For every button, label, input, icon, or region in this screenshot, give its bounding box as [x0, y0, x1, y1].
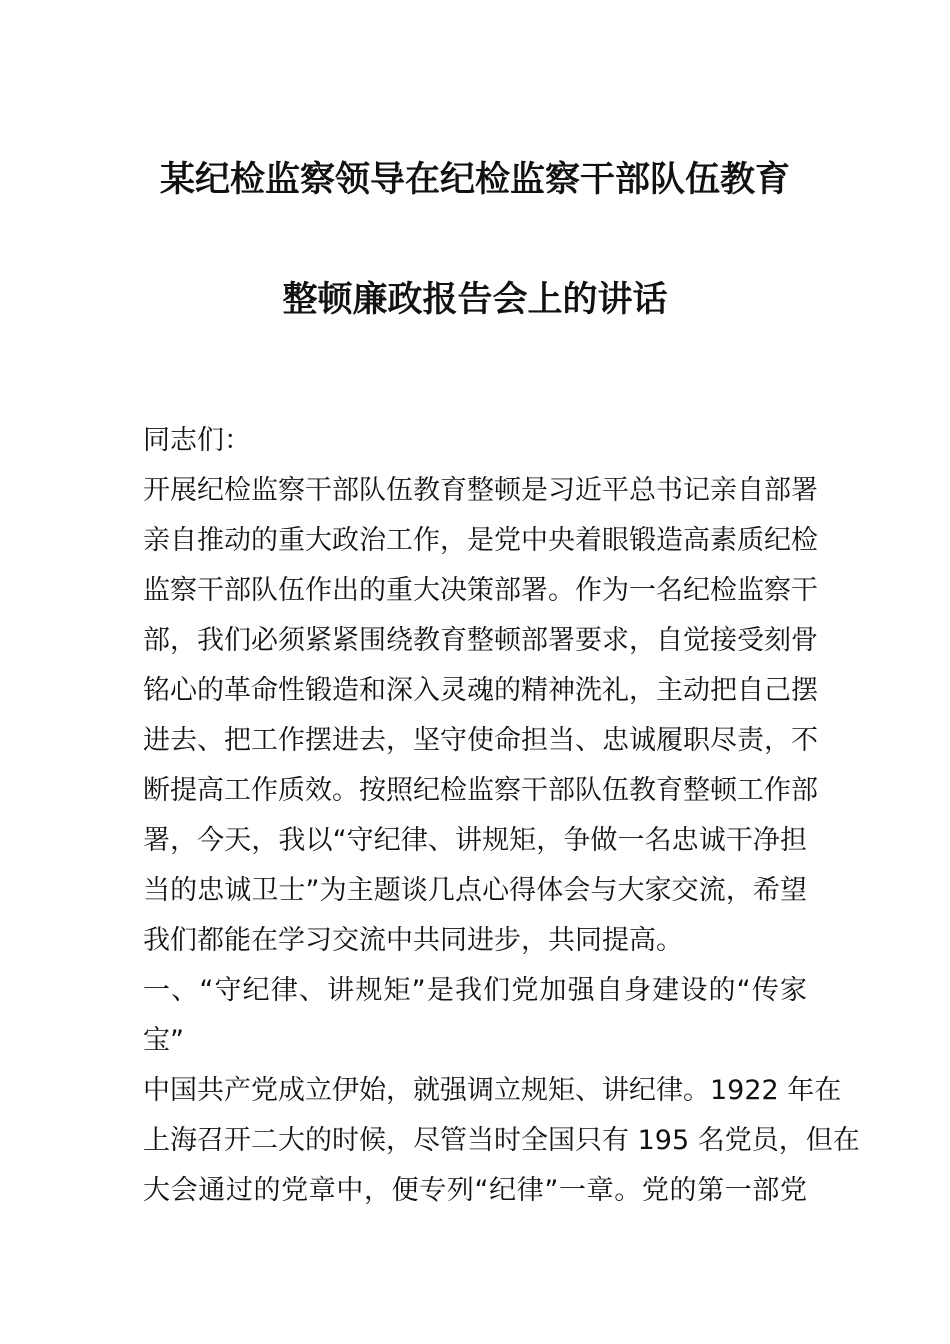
document-title-line-2: 整顿廉政报告会上的讲话 — [282, 280, 668, 320]
body-line: 我们都能在学习交流中共同进步，共同提高。 — [143, 925, 683, 956]
body-line: 铭心的革命性锻造和深入灵魂的精神洗礼，主动把自己摆 — [143, 675, 818, 706]
body-line: 署，今天，我以“守纪律、讲规矩，争做一名忠诚干净担 — [143, 825, 807, 856]
body-line: 亲自推动的重大政治工作，是党中央着眼锻造高素质纪检 — [143, 525, 818, 556]
body-line: 进去、把工作摆进去，坚守使命担当、忠诚履职尽责，不 — [143, 725, 818, 756]
body-line: 开展纪检监察干部队伍教育整顿是习近平总书记亲自部署 — [143, 475, 818, 506]
body-line: 上海召开二大的时候，尽管当时全国只有 195 名党员，但在 — [143, 1125, 860, 1156]
body-line: 大会通过的党章中，便专列“纪律”一章。党的第一部党 — [143, 1175, 807, 1206]
body-line: 部，我们必须紧紧围绕教育整顿部署要求，自觉接受刻骨 — [143, 625, 818, 656]
body-line: 监察干部队伍作出的重大决策部署。作为一名纪检监察干 — [143, 575, 818, 606]
document-body — [143, 416, 860, 1216]
body-line: 中国共产党成立伊始，就强调立规矩、讲纪律。1922 年在 — [143, 1075, 842, 1106]
document-title-line-1: 某纪检监察领导在纪检监察干部队伍教育 — [159, 160, 790, 200]
section-heading-line: 一、“守纪律、讲规矩”是我们党加强自身建设的“传家 — [143, 975, 807, 1006]
section-heading-line: 宝” — [143, 1025, 184, 1056]
body-line: 当的忠诚卫士”为主题谈几点心得体会与大家交流，希望 — [143, 875, 807, 906]
salutation: 同志们： — [143, 425, 251, 456]
body-line: 断提高工作质效。按照纪检监察干部队伍教育整顿工作部 — [143, 775, 818, 806]
